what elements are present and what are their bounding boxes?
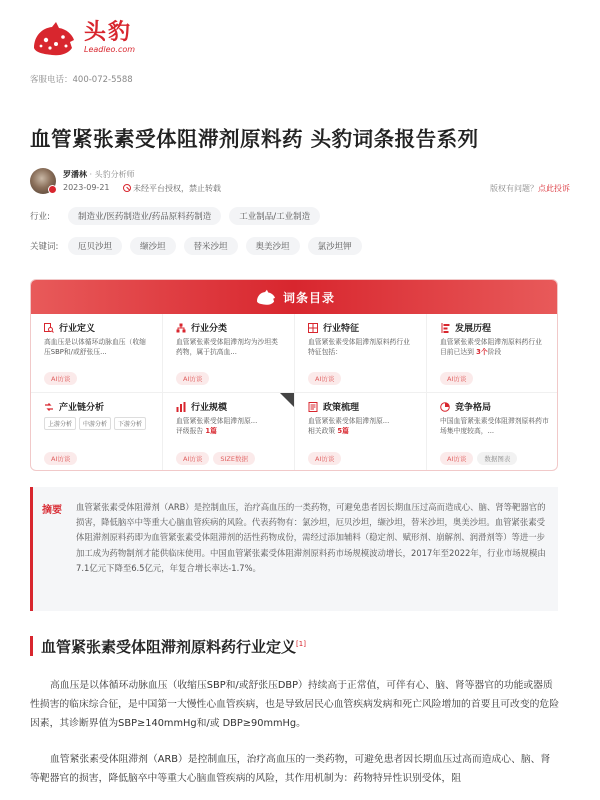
brand-domain: Leadleo.com <box>84 45 136 54</box>
keyword-tag[interactable]: 厄贝沙坦 <box>68 237 122 255</box>
keyword-tag[interactable]: 缬沙坦 <box>130 237 176 255</box>
report-link[interactable]: 点此投诉 <box>538 184 570 193</box>
paragraph: 高血压是以体循环动脉血压（收缩压SBP和/或舒张压DBP）持续高于正常值，可伴有心、脑、肾等器官的功能或器质性损害的临床综合征，是中国第一大慢性心血管疾病，也是导致居民心血管疾病发病和死亡风险增加的首要且可改变的危险因素，其诊断界值为SBP≥140mmHg和/或 DBP≥90mmHg。 <box>30 680 560 729</box>
timeline-icon <box>440 323 450 333</box>
industry-tags <box>30 207 328 225</box>
keyword-tag[interactable]: 奥美沙坦 <box>246 237 300 255</box>
page-title: 血管紧张素受体阻滞剂原料药 头豹词条报告系列 <box>30 127 479 151</box>
search-doc-icon <box>44 323 54 333</box>
catalog-item-features[interactable]: 行业特征 血管紧张素受体阻滞剂原料药行业特征包括： AI访谈 <box>295 314 427 393</box>
section-heading: 血管紧张素受体阻滞剂原料药行业定义[1] <box>30 636 306 656</box>
paragraph: 血管紧张素受体阻滞剂（ARB）是控制血压，治疗高血压的一类药物，可避免患者因长期血压过高而造成心、脑、肾等靶器官的损害，降低脑卒中等重大心脑血管疾病的风险，其作用机制为：药物特异性识别受体，阻 <box>30 754 551 784</box>
leopard-logo-icon <box>30 18 78 58</box>
ai-interview-chip[interactable]: AI访谈 <box>44 372 77 385</box>
catalog-item-desc: 血管紧张素受体阻滞剂原料药行业特征包括： <box>308 338 410 356</box>
abstract-accent-bar <box>30 487 33 611</box>
ai-interview-chip[interactable]: AI访谈 <box>308 372 341 385</box>
keyword-tags <box>30 237 370 255</box>
catalog-item-desc: 血管紧张素受体阻滞剂原... 评级报告 1篇 <box>176 417 258 435</box>
industry-tag[interactable]: 工业制品/工业制造 <box>229 207 320 225</box>
ai-interview-chip[interactable]: AI访谈 <box>176 452 209 465</box>
catalog-item-history[interactable]: 发展历程 血管紧张素受体阻滞剂原料药行业 目前已达到 3个阶段 AI访谈 <box>427 314 558 393</box>
bar-chart-icon <box>176 402 186 412</box>
catalog-item-desc: 中国血管紧张素受体阻滞剂原料药市场集中度较高，... <box>440 417 549 435</box>
ai-interview-chip[interactable]: AI访谈 <box>308 452 341 465</box>
leopard-logo-icon <box>253 288 279 306</box>
author-name[interactable]: 罗潘林 · 头豹分析师 <box>63 170 135 179</box>
service-phone: 客服电话：400-072-5588 <box>30 75 133 85</box>
size-data-chip[interactable]: SIZE数据 <box>213 452 255 465</box>
catalog-item-market-size[interactable]: 行业规模 血管紧张素受体阻滞剂原... 评级报告 1篇 AI访谈 SIZE数据 <box>163 393 295 471</box>
ai-interview-chip[interactable]: AI访谈 <box>440 452 473 465</box>
keyword-label: 关键词: <box>30 242 59 252</box>
publish-date: 2023-09-21 <box>63 183 110 192</box>
downstream-chip[interactable]: 下游分析 <box>114 417 146 430</box>
catalog-item-policy[interactable]: 政策梳理 血管紧张素受体阻滞剂原... 相关政策 5篇 AI访谈 <box>295 393 427 471</box>
brand-name: 头豹 <box>84 20 133 45</box>
upstream-chip[interactable]: 上游分析 <box>44 417 76 430</box>
industry-label: 行业: <box>30 212 50 222</box>
catalog-panel <box>30 279 558 471</box>
keyword-tag[interactable]: 替米沙坦 <box>184 237 238 255</box>
catalog-grid <box>31 314 558 471</box>
catalog-header <box>31 280 557 314</box>
ai-interview-chip[interactable]: AI访谈 <box>440 372 473 385</box>
data-chart-chip[interactable]: 数据图表 <box>477 452 517 465</box>
abstract-label: 摘要 <box>42 505 62 516</box>
reference-link[interactable]: [1] <box>296 640 306 648</box>
catalog-item-desc: 血管紧张素受体阻滞剂原... 相关政策 5篇 <box>308 417 390 435</box>
abstract-text: 血管紧张素受体阻滞剂（ARB）是控制血压，治疗高血压的一类药物，可避免患者因长期血压过高而造成心、脑、肾等靶器官的损害，降低脑卒中等重大心脑血管疾病的风险。代表药物有：氯沙坦，厄贝沙坦，缬沙坦，替米沙坦，奥美沙坦。血管紧张素受体阻滞剂原料药即为血管紧张素受体阻滞剂的活性药物成份，需经过添加辅料（稳定剂、赋形剂、崩解剂、润滑剂等）等进一步加工成为药物制剂才能供临床使用。中国血管紧张素受体阻滞剂原料药市场规模波动增长，2017年至2022年，行业市场规模由7.1亿元下降至6.5亿元，年复合增长率达-1.7%。 <box>76 502 546 573</box>
catalog-item-classification[interactable]: 行业分类 血管紧张素受体阻滞剂均为沙坦类药物，属于抗高血... AI访谈 <box>163 314 295 393</box>
midstream-chip[interactable]: 中游分析 <box>79 417 111 430</box>
copyright-report: 版权有问题？点此投诉 <box>490 184 570 193</box>
grid-icon <box>308 323 318 333</box>
no-copy-icon <box>123 184 131 192</box>
author-role: · 头豹分析师 <box>87 170 135 179</box>
catalog-item-desc: 高血压是以体循环动脉血压（收缩压SBP和/或舒张压... <box>44 338 146 356</box>
hierarchy-icon <box>176 323 186 333</box>
catalog-item-desc: 血管紧张素受体阻滞剂均为沙坦类药物，属于抗高血... <box>176 338 278 356</box>
ai-interview-chip[interactable]: AI访谈 <box>176 372 209 385</box>
pie-chart-icon <box>440 402 450 412</box>
copyright-notice: 未经平台授权，禁止转载 <box>123 183 221 194</box>
industry-tag[interactable]: 制造业/医药制造业/药品原料药制造 <box>68 207 221 225</box>
catalog-item-competition[interactable]: 竞争格局 中国血管紧张素受体阻滞剂原料药市场集中度较高，... AI访谈 数据图表 <box>440 403 549 463</box>
document-icon <box>308 402 318 412</box>
author-row <box>30 168 570 196</box>
ai-interview-chip[interactable]: AI访谈 <box>44 452 77 465</box>
catalog-item-definition[interactable]: 行业定义 高血压是以体循环动脉血压（收缩压SBP和/或舒张压... AI访谈 <box>31 314 163 393</box>
catalog-item-industry-chain[interactable]: 产业链分析 上游分析 中游分析 下游分析 AI访谈 <box>31 393 163 471</box>
keyword-tag[interactable]: 氯沙坦钾 <box>308 237 362 255</box>
brand-logo[interactable] <box>30 18 135 58</box>
catalog-item-desc: 血管紧张素受体阻滞剂原料药行业 目前已达到 3个阶段 <box>440 338 542 356</box>
abstract-box <box>30 487 558 611</box>
verified-badge-icon <box>48 185 57 194</box>
chain-icon <box>44 402 54 412</box>
corner-fold-icon <box>280 393 294 407</box>
catalog-title: 词条目录 <box>282 291 335 305</box>
